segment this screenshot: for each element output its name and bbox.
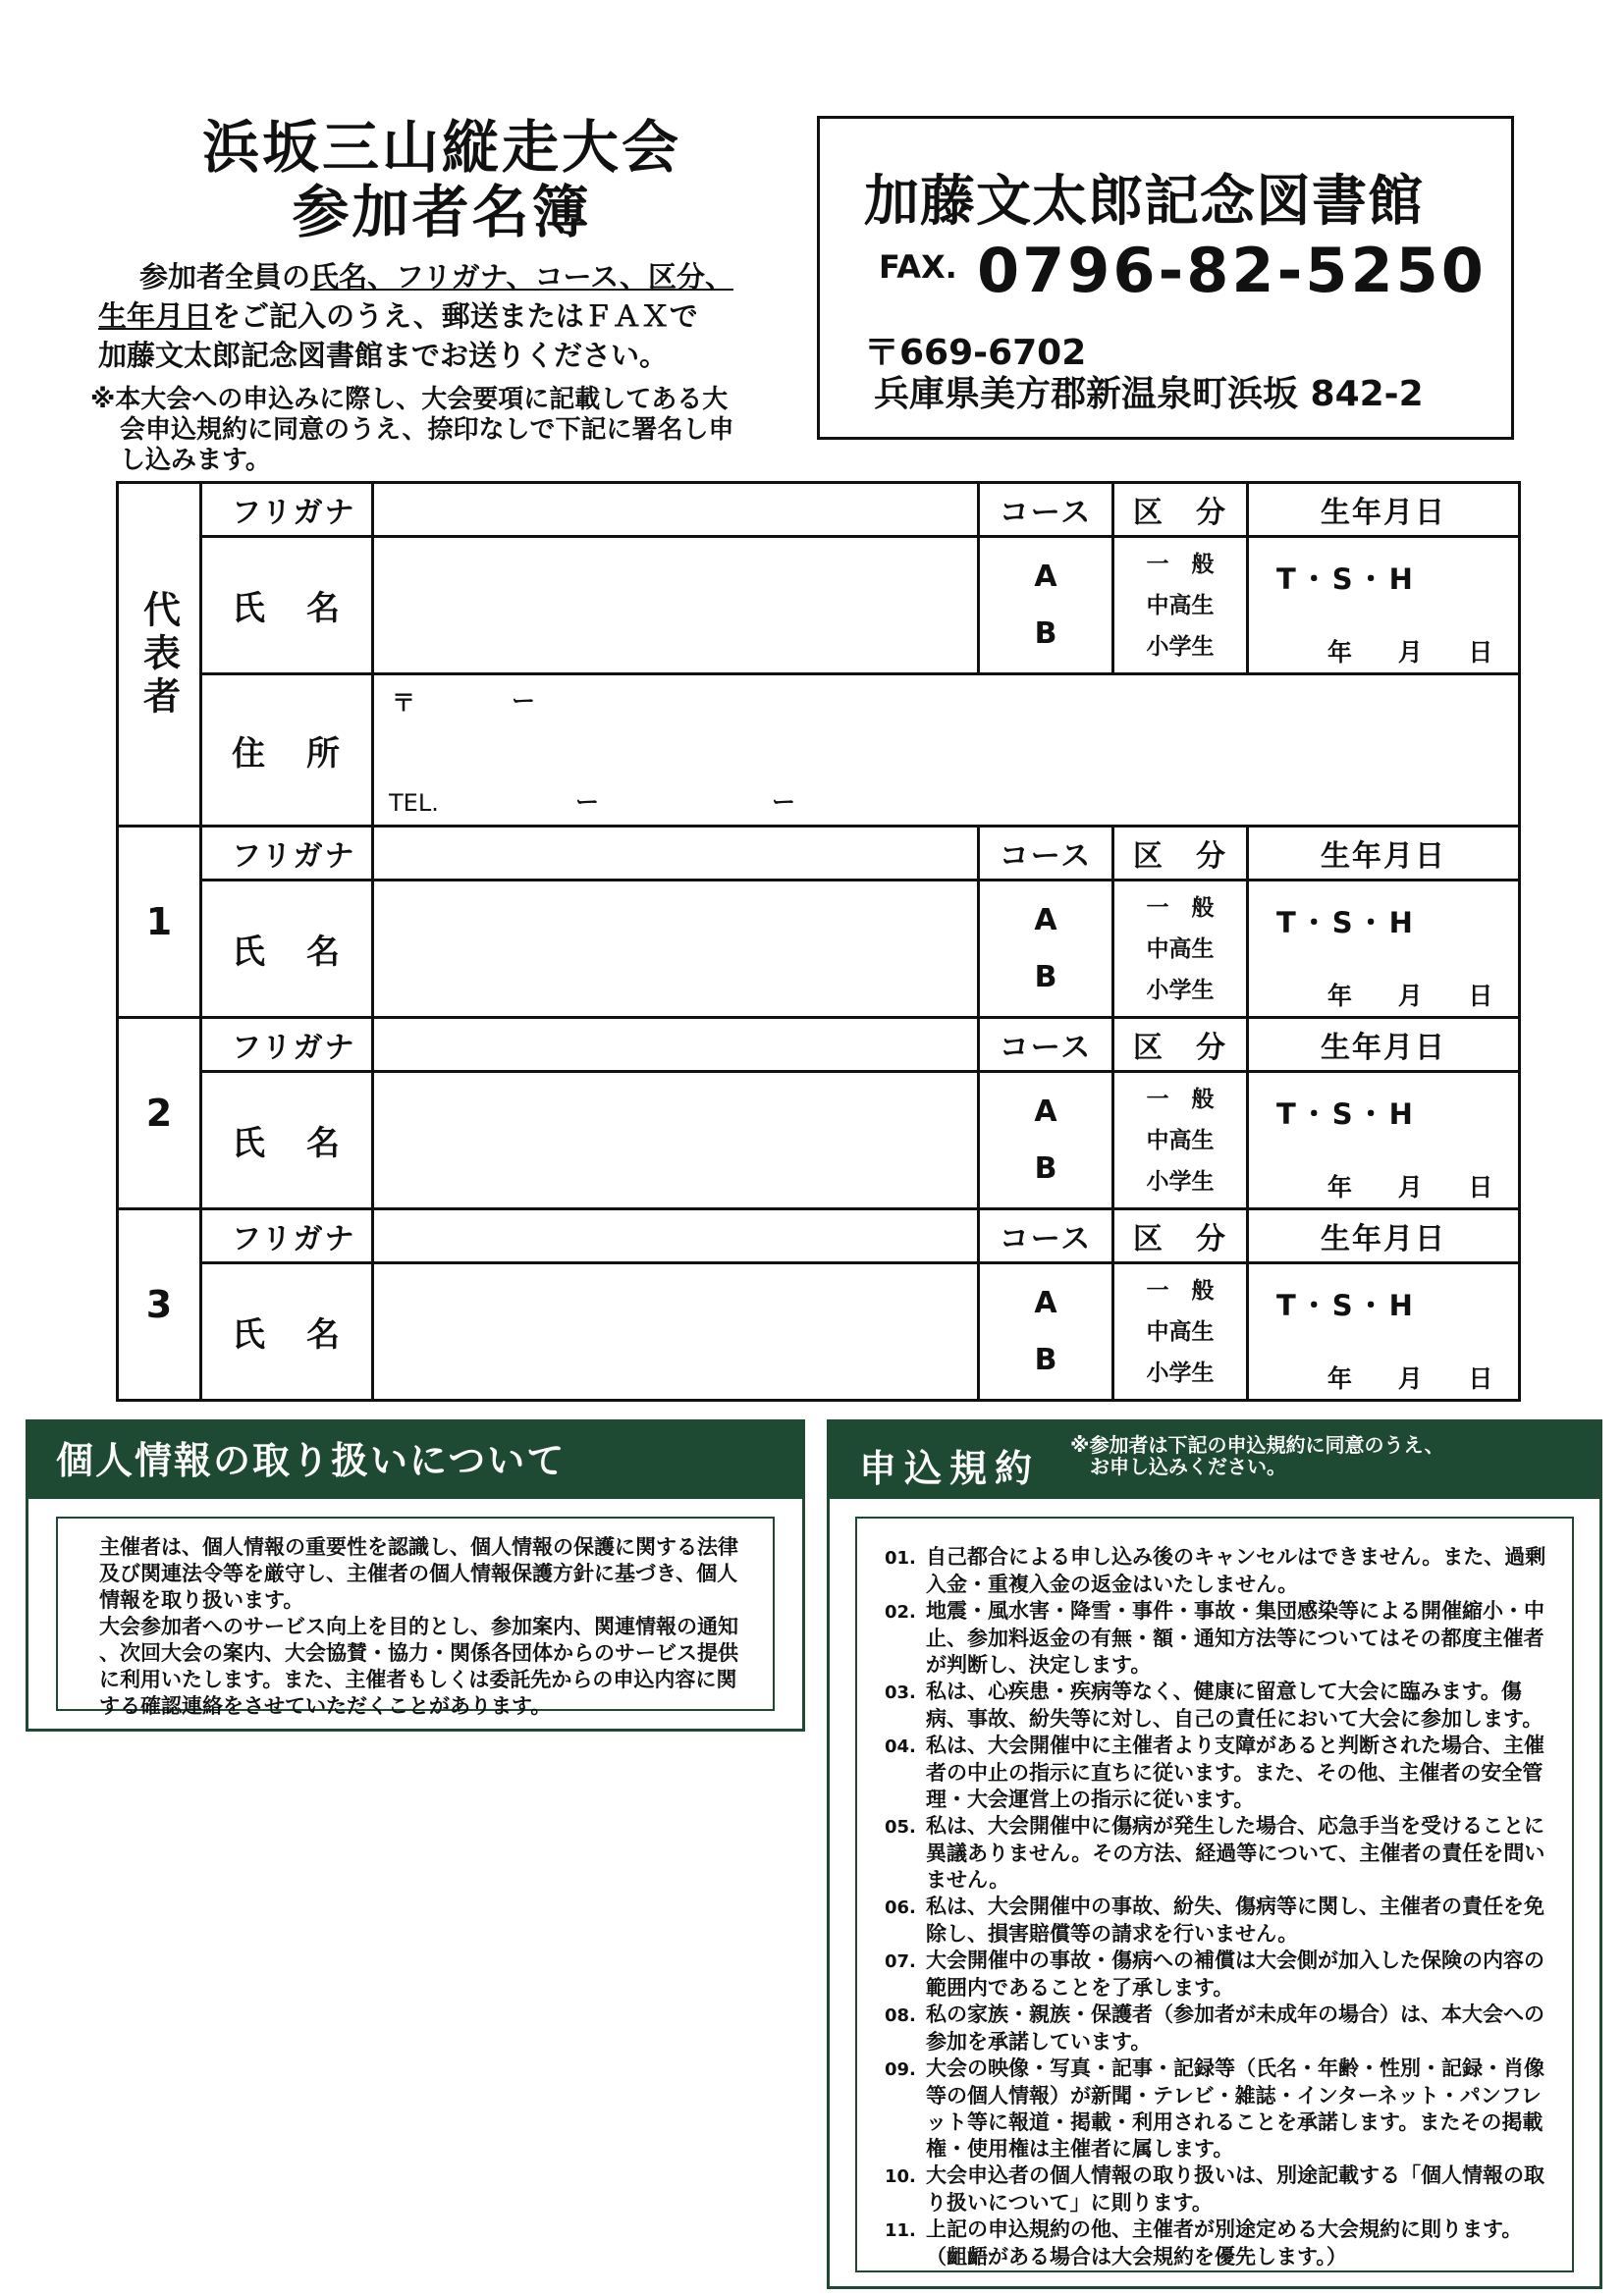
group-representative: 代表者 — [118, 483, 201, 827]
category-general[interactable]: 一 般 — [1146, 894, 1215, 921]
course-header: コース — [979, 483, 1113, 537]
birthdate-header: 生年月日 — [1248, 1018, 1520, 1072]
terms-item-text: 私は、大会開催中に傷病が発生した場合、応急手当を受けることに異議ありません。その方法、経過等について、主催者の責任を問いません。 — [926, 1814, 1545, 1892]
course-a[interactable]: A — [1034, 902, 1057, 937]
terms-item — [885, 1679, 1552, 1733]
group-participant-3: 3 — [118, 1209, 201, 1401]
furigana-field[interactable] — [373, 1018, 979, 1072]
course-b[interactable]: B — [1034, 1150, 1057, 1186]
category-header: 区 分 — [1113, 1018, 1248, 1072]
note-line: し込みます。 — [120, 446, 271, 475]
category-general[interactable]: 一 般 — [1146, 1086, 1215, 1112]
privacy-line: 主催者は、個人情報の重要性を認識し、個人情報の保護に関する法律 — [99, 1535, 738, 1559]
instructions-send: 加藤文太郎記念図書館までお送りください。 — [98, 339, 669, 372]
birthdate-header: 生年月日 — [1248, 1209, 1520, 1263]
course-a[interactable]: A — [1034, 559, 1057, 594]
category-secondary[interactable]: 中高生 — [1146, 1127, 1215, 1153]
instructions-text: 参加者全員の — [139, 260, 311, 294]
group-participant-2: 2 — [118, 1018, 201, 1209]
name-label: 氏 名 — [201, 1263, 373, 1401]
terms-item-number: 03. — [885, 1682, 916, 1703]
terms-item-number: 07. — [885, 1951, 916, 1972]
furigana-field[interactable] — [373, 483, 979, 537]
terms-heading: 申込規約 — [859, 1447, 1041, 1490]
name-field[interactable] — [373, 881, 979, 1018]
address-label: 住 所 — [201, 674, 373, 827]
library-name: 加藤文太郎記念図書館 — [864, 170, 1424, 234]
terms-item-text: 大会の映像・写真・記事・記録等（氏名・年齢・性別・記録・肖像等の個人情報）が新聞・テレビ・雑誌・インターネット・パンフレット等に報道・掲載・利用されることを承諾します。またその掲載権・使用権は主催者に属します。 — [926, 2056, 1544, 2161]
course-header: コース — [979, 1209, 1113, 1263]
instructions — [98, 257, 805, 375]
privacy-line: 大会参加者へのサービス向上を目的とし、参加案内、関連情報の通知 — [99, 1615, 738, 1638]
library-address: 兵庫県美方郡新温泉町浜坂 842-2 — [874, 374, 1424, 414]
privacy-line: 情報を取り扱います。 — [99, 1588, 304, 1612]
terms-item-text: 大会開催中の事故・傷病への補償は大会側が加入した保険の内容の範囲内であることを了承します。 — [926, 1949, 1544, 2000]
terms-item-text: 私は、大会開催中の事故、紛失、傷病等に関し、主催者の責任を免除し、損害賠償等の請求を行いません。 — [926, 1895, 1544, 1946]
name-label: 氏 名 — [201, 537, 373, 674]
category-secondary[interactable]: 中高生 — [1146, 935, 1215, 962]
category-general[interactable]: 一 般 — [1146, 1277, 1215, 1304]
terms-item-number: 04. — [885, 1736, 916, 1757]
terms-item-text: 地震・風水害・降雪・事件・事故・集団感染等による開催縮小・中止、参加料返金の有無・額・通知方法等についてはその都度主催者が判断し、決定します。 — [926, 1599, 1544, 1677]
instructions-text: をご記入のうえ、郵送またはＦＡＸで — [212, 299, 698, 333]
category-secondary[interactable]: 中高生 — [1146, 1318, 1215, 1345]
privacy-line: する確認連絡をさせていただくことがあります。 — [99, 1694, 552, 1718]
category-options[interactable] — [1113, 1072, 1248, 1209]
tel-dash: ー — [772, 788, 795, 816]
terms-note — [1070, 1434, 1444, 1477]
address-field[interactable] — [373, 674, 1520, 827]
tel-label: TEL. — [389, 789, 439, 817]
terms-item — [885, 2216, 1552, 2270]
privacy-panel — [26, 1419, 805, 1732]
terms-item-text: 私の家族・親族・保護者（参加者が未成年の場合）は、本大会への参加を承諾しています。 — [926, 2002, 1544, 2054]
group-participant-1: 1 — [118, 827, 201, 1018]
zip-mark: 〒 — [392, 689, 415, 717]
form-subtitle: 参加者名簿 — [292, 179, 592, 245]
postal-code: 〒669-6702 — [864, 333, 1087, 373]
terms-header — [830, 1422, 1599, 1499]
note-line: 会申込規約に同意のうえ、捺印なしで下記に署名し申 — [120, 415, 734, 445]
privacy-body — [56, 1517, 775, 1718]
instructions-birthdate: 生年月日 — [98, 299, 213, 333]
terms-item-number: 06. — [885, 1897, 916, 1918]
ymd-labels: 年 月 日 — [1327, 638, 1493, 667]
contact-box — [817, 116, 1514, 440]
era-options[interactable]: T・S・H — [1276, 1289, 1417, 1322]
privacy-line: に利用いたします。また、主催者もしくは委託先からの申込内容に関 — [99, 1668, 737, 1691]
category-header: 区 分 — [1113, 483, 1248, 537]
course-options[interactable] — [979, 1263, 1113, 1401]
era-options[interactable]: T・S・H — [1276, 906, 1417, 939]
birthdate-header: 生年月日 — [1248, 483, 1520, 537]
terms-item-number: 10. — [885, 2166, 916, 2187]
terms-item — [885, 2002, 1552, 2056]
registration-table — [116, 481, 1521, 1402]
terms-item-text: 上記の申込規約の他、主催者が別途定める大会規約に則ります。（齟齬がある場合は大会規約を優先します。） — [926, 2217, 1523, 2269]
course-b[interactable]: B — [1034, 1342, 1057, 1377]
terms-panel — [827, 1419, 1602, 2289]
category-elementary[interactable]: 小学生 — [1146, 977, 1215, 1003]
privacy-heading: 個人情報の取り扱いについて — [28, 1422, 802, 1499]
course-b[interactable]: B — [1034, 615, 1057, 651]
name-field[interactable] — [373, 1263, 979, 1401]
terms-item — [885, 1544, 1552, 1598]
ymd-labels: 年 月 日 — [1327, 982, 1493, 1010]
terms-item — [885, 1733, 1552, 1813]
tel-dash: ー — [575, 788, 599, 816]
terms-item — [885, 2163, 1552, 2216]
terms-item-text: 私は、心疾患・疾病等なく、健康に留意して大会に臨みます。傷病、事故、紛失等に対し、自己の責任において大会に参加します。 — [926, 1680, 1543, 1731]
course-b[interactable]: B — [1034, 959, 1057, 994]
agreement-note — [90, 385, 797, 476]
era-options[interactable]: T・S・H — [1276, 1097, 1417, 1131]
terms-item-number: 01. — [885, 1548, 916, 1569]
terms-item-number: 08. — [885, 2005, 916, 2026]
category-elementary[interactable]: 小学生 — [1146, 633, 1215, 660]
name-field[interactable] — [373, 1072, 979, 1209]
birthdate-field[interactable] — [1248, 1263, 1520, 1401]
instructions-required-fields: 氏名、フリガナ、コース、区分、 — [310, 260, 733, 294]
terms-item-number: 09. — [885, 2059, 916, 2080]
course-options[interactable] — [979, 537, 1113, 674]
privacy-line: 及び関連法令等を厳守し、主催者の個人情報保護方針に基づき、個人 — [99, 1562, 738, 1585]
furigana-label: フリガナ — [201, 1018, 373, 1072]
name-label: 氏 名 — [201, 881, 373, 1018]
course-options[interactable] — [979, 881, 1113, 1018]
form-title: 浜坂三山縦走大会 — [201, 114, 681, 181]
furigana-field[interactable] — [373, 1209, 979, 1263]
category-elementary[interactable]: 小学生 — [1146, 1360, 1215, 1386]
birthdate-field[interactable] — [1248, 881, 1520, 1018]
terms-item-number: 02. — [885, 1602, 916, 1623]
course-a[interactable]: A — [1034, 1094, 1057, 1129]
birthdate-header: 生年月日 — [1248, 827, 1520, 881]
birthdate-field[interactable] — [1248, 1072, 1520, 1209]
category-options[interactable] — [1113, 537, 1248, 674]
ymd-labels: 年 月 日 — [1327, 1364, 1493, 1393]
name-field[interactable] — [373, 537, 979, 674]
terms-item-number: 05. — [885, 1817, 916, 1838]
furigana-field[interactable] — [373, 827, 979, 881]
terms-item-number: 11. — [885, 2220, 916, 2241]
privacy-line: 、次回大会の案内、大会協賛・協力・関係各団体からのサービス提供 — [99, 1641, 738, 1665]
category-header: 区 分 — [1113, 1209, 1248, 1263]
category-general[interactable]: 一 般 — [1146, 551, 1215, 577]
terms-list — [857, 1519, 1572, 2270]
course-header: コース — [979, 827, 1113, 881]
terms-item — [885, 1894, 1552, 1948]
category-elementary[interactable]: 小学生 — [1146, 1168, 1215, 1195]
terms-item — [885, 1813, 1552, 1894]
terms-note-line: お申し込みください。 — [1090, 1455, 1286, 1478]
course-a[interactable]: A — [1034, 1285, 1057, 1320]
zip-dash: ー — [512, 687, 535, 715]
furigana-label: フリガナ — [201, 483, 373, 537]
fax-number: 0796-82-5250 — [977, 235, 1487, 306]
category-header: 区 分 — [1113, 827, 1248, 881]
category-options[interactable] — [1113, 1263, 1248, 1401]
note-line: ※本大会への申込みに際し、大会要項に記載してある大 — [90, 385, 729, 414]
furigana-label: フリガナ — [201, 827, 373, 881]
furigana-label: フリガナ — [201, 1209, 373, 1263]
birthdate-field[interactable] — [1248, 537, 1520, 674]
terms-item — [885, 1948, 1552, 2002]
terms-item — [885, 2056, 1552, 2163]
privacy-text — [58, 1519, 773, 1720]
course-header: コース — [979, 1018, 1113, 1072]
course-options[interactable] — [979, 1072, 1113, 1209]
category-options[interactable] — [1113, 881, 1248, 1018]
terms-item-text: 自己都合による申し込み後のキャンセルはできません。また、過剰入金・重複入金の返金はいたしません。 — [926, 1545, 1546, 1596]
ymd-labels: 年 月 日 — [1327, 1173, 1493, 1201]
terms-item-text: 大会申込者の個人情報の取り扱いは、別途記載する「個人情報の取り扱いについて」に則ります。 — [926, 2163, 1544, 2215]
terms-item — [885, 1598, 1552, 1679]
era-options[interactable]: T・S・H — [1276, 562, 1417, 596]
terms-item-text: 私は、大会開催中に主催者より支障があると判断された場合、主催者の中止の指示に直ちに従います。また、その他、主催者の安全管理・大会運営上の指示に従います。 — [926, 1734, 1544, 1811]
category-secondary[interactable]: 中高生 — [1146, 592, 1215, 618]
terms-body — [855, 1517, 1574, 2272]
name-label: 氏 名 — [201, 1072, 373, 1209]
terms-note-line: ※参加者は下記の申込規約に同意のうえ、 — [1070, 1433, 1444, 1457]
fax-label: FAX. — [879, 248, 957, 286]
